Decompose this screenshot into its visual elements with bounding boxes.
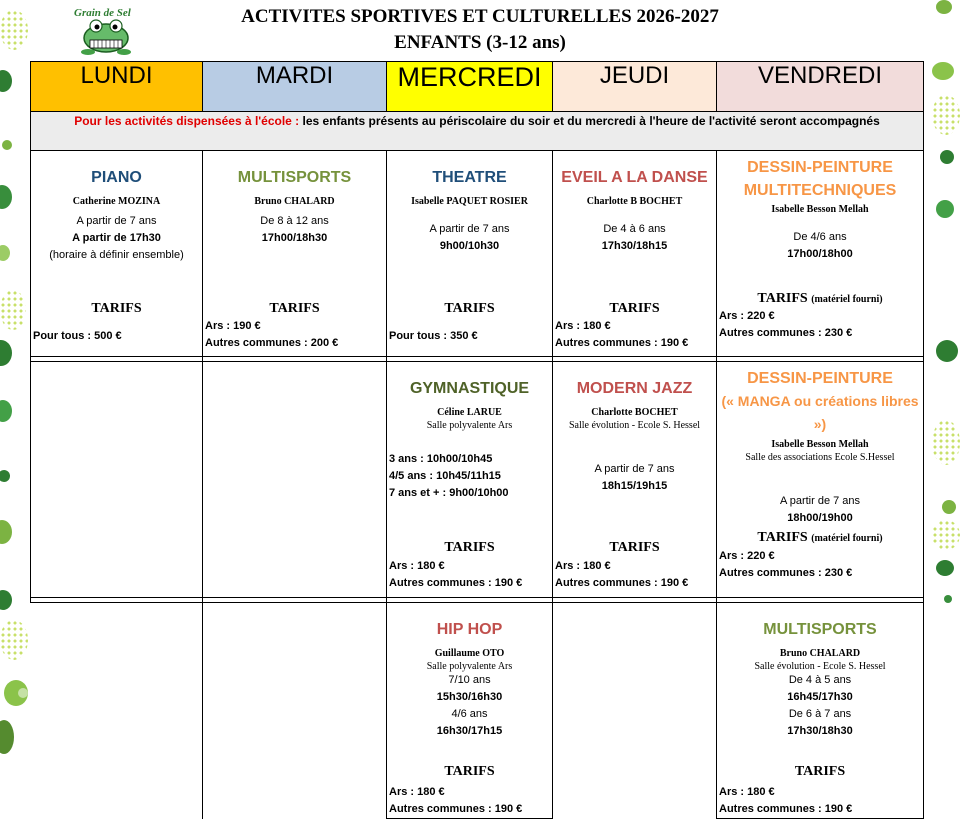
time-info: 16h30/17h15 [436,725,503,737]
price-line: Ars : 180 € [389,786,445,798]
activity-row-1 [31,151,924,357]
price-line: Autres communes : 190 € [389,803,523,815]
day-lundi: LUNDI [31,62,203,112]
activity-title: MULTISPORTS [763,621,877,638]
age-info: A partir de 7 ans [76,215,157,227]
price-line: Pour tous : 500 € [33,330,122,342]
cell-jeudi-modern-jazz [553,362,717,598]
price-line: Pour tous : 350 € [389,330,478,342]
tarifs-label [717,530,923,546]
age-info: A partir de 7 ans [594,463,675,475]
age-info: De 6 à 7 ans [788,708,852,720]
decorative-dot-cluster [932,95,960,135]
decorative-green-dot [0,590,12,610]
teacher-name: Catherine MOZINA [72,196,161,207]
day-header-row [31,62,924,112]
venue: Salle polyvalente Ars [426,420,513,431]
tarifs-label: TARIFS [444,540,495,555]
decorative-green-dot [0,720,14,754]
time-info: 17h30/18h30 [787,725,853,737]
decorative-green-dot [944,595,952,603]
cell-jeudi-empty [553,603,717,819]
cell-vendredi-multisports [717,603,924,819]
decorative-dot-cluster [932,420,960,465]
price-line: Autres communes : 190 € [555,577,689,589]
decorative-green-dot [0,400,12,422]
age-info: A partir de 7 ans [429,223,510,235]
time-info: 17h30/18h15 [601,240,668,252]
teacher-name: Bruno CHALARD [254,196,335,207]
decorative-green-dot [932,62,954,80]
time-info: 18h00/19h00 [787,512,853,524]
time-info: 17h00/18h30 [261,232,328,244]
notice-red-text: Pour les activités dispensées à l'école : [74,114,300,128]
schedule-table [30,61,924,819]
tarifs-label: TARIFS [609,540,660,555]
price-line: Autres communes : 190 € [389,577,523,589]
age-info: De 4/6 ans [793,231,847,243]
teacher-name: Charlotte BOCHET [591,407,678,418]
activity-row-3 [31,603,924,819]
decorative-green-dot [2,140,12,150]
price-line: Ars : 180 € [719,786,775,798]
price-line: Ars : 190 € [205,320,261,332]
schedule-line: 3 ans : 10h00/10h45 [389,453,493,465]
cell-lundi-empty [31,603,203,819]
decorative-green-dot [936,560,954,576]
teacher-name: Isabelle PAQUET ROSIER [411,196,528,207]
decorative-green-dot [0,470,10,482]
age-info: A partir de 7 ans [779,495,861,507]
decorative-green-dot [0,340,12,366]
activity-title: DESSIN-PEINTURE [747,370,893,387]
cell-mercredi-hip-hop [387,603,553,819]
price-line: Ars : 180 € [555,320,611,332]
decorative-dot-cluster [932,520,960,550]
tarifs-label: TARIFS [444,301,495,316]
cell-lundi-piano [31,151,203,357]
price-line: Ars : 220 € [719,310,775,322]
time-info: 15h30/16h30 [436,691,503,703]
schedule-line: 7 ans et + : 9h00/10h00 [389,487,509,499]
venue: Salle polyvalente Ars [426,661,513,672]
tarifs-label: TARIFS [91,301,142,316]
price-line: Autres communes : 200 € [205,337,339,349]
tarifs-label: TARIFS [794,764,846,779]
tarifs-text: TARIFS [757,291,808,306]
decorative-green-dot [936,340,958,362]
price-line: Ars : 180 € [389,560,445,572]
teacher-name: Bruno CHALARD [779,648,861,659]
cell-vendredi-dessin [717,151,924,357]
day-mercredi: MERCREDI [387,62,553,112]
price-line: Autres communes : 190 € [555,337,689,349]
time-info: A partir de 17h30 [72,232,161,244]
decorative-dot-cluster [0,290,26,330]
decorative-green-dot [940,150,954,164]
age-info: 7/10 ans [448,674,491,686]
notice-body-text: les enfants présents au périscolaire du soir et du mercredi à l'heure de l'activité seront accompagnés [299,114,880,128]
time-info: 17h00/18h00 [787,248,853,260]
age-info: De 8 à 12 ans [260,215,329,227]
activity-title: THEATRE [432,169,507,186]
teacher-name: Céline LARUE [437,407,502,418]
cell-jeudi-eveil-danse [553,151,717,357]
activity-subtitle: (« MANGA ou créations libres ») [721,393,919,432]
age-info: De 4 à 5 ans [788,674,852,686]
schedule-line: 4/5 ans : 10h45/11h15 [389,470,501,482]
time-note: (horaire à définir ensemble) [49,249,184,261]
decorative-green-dot [0,520,12,544]
venue: Salle évolution - Ecole S. Hessel [754,661,886,672]
activity-subtitle: MULTITECHNIQUES [743,182,897,199]
notice-row [31,112,924,151]
page-subtitle: ENFANTS (3-12 ans) [394,32,566,53]
decorative-green-dot [0,245,10,261]
teacher-name: Isabelle Besson Mellah [771,204,869,215]
cell-vendredi-dessin-manga [717,362,924,598]
price-line: Autres communes : 190 € [719,803,853,815]
page-title: ACTIVITES SPORTIVES ET CULTURELLES 2026-2027 [241,6,719,27]
time-info: 9h00/10h30 [439,240,500,252]
cell-mardi-empty [203,362,387,598]
age-info: 4/6 ans [451,708,488,720]
tarifs-label: TARIFS [609,301,660,316]
tarifs-label: TARIFS [269,301,320,316]
price-line: Ars : 180 € [555,560,611,572]
tarifs-label: TARIFS [444,764,495,779]
teacher-name: Charlotte B BOCHET [586,196,683,207]
age-info: De 4 à 6 ans [603,223,666,235]
decorative-green-dot [0,185,12,209]
cell-mercredi-theatre [387,151,553,357]
venue: Salle évolution - Ecole S. Hessel [568,420,701,431]
cell-lundi-empty [31,362,203,598]
cell-mercredi-gymnastique [387,362,553,598]
tarifs-text: TARIFS [757,530,808,545]
tarifs-note: (matériel fourni) [811,294,883,305]
activity-title: MODERN JAZZ [576,380,693,397]
decorative-green-dot [936,200,954,218]
cell-mardi-multisports [203,151,387,357]
cell-mardi-empty [203,603,387,819]
activity-title: EVEIL A LA DANSE [561,169,708,186]
teacher-name: Isabelle Besson Mellah [771,439,869,450]
activity-title: GYMNASTIQUE [409,380,530,397]
day-mardi: MARDI [203,62,387,112]
time-info: 16h45/17h30 [787,691,853,703]
activity-title: HIP HOP [436,621,503,638]
teacher-name: Guillaume OTO [434,648,505,659]
decorative-green-dot [942,500,956,514]
notice-text [31,112,924,151]
price-line: Ars : 220 € [719,550,775,562]
decorative-dot-cluster [0,620,28,660]
tarifs-note: (matériel fourni) [811,533,883,544]
price-line: Autres communes : 230 € [719,567,853,579]
day-vendredi: VENDREDI [717,62,924,112]
time-info: 18h15/19h15 [601,480,668,492]
decorative-green-dot [18,688,28,698]
venue: Salle des associations Ecole S.Hessel [745,452,895,463]
decorative-green-dot [0,70,12,92]
tarifs-label [717,291,923,307]
activity-title: MULTISPORTS [237,169,352,186]
activity-row-2 [31,362,924,598]
price-line: Autres communes : 230 € [719,327,853,339]
activity-title: DESSIN-PEINTURE [747,159,893,176]
activity-title: PIANO [91,169,142,186]
logo-text: Grain de Sel [74,7,131,19]
day-jeudi: JEUDI [553,62,717,112]
